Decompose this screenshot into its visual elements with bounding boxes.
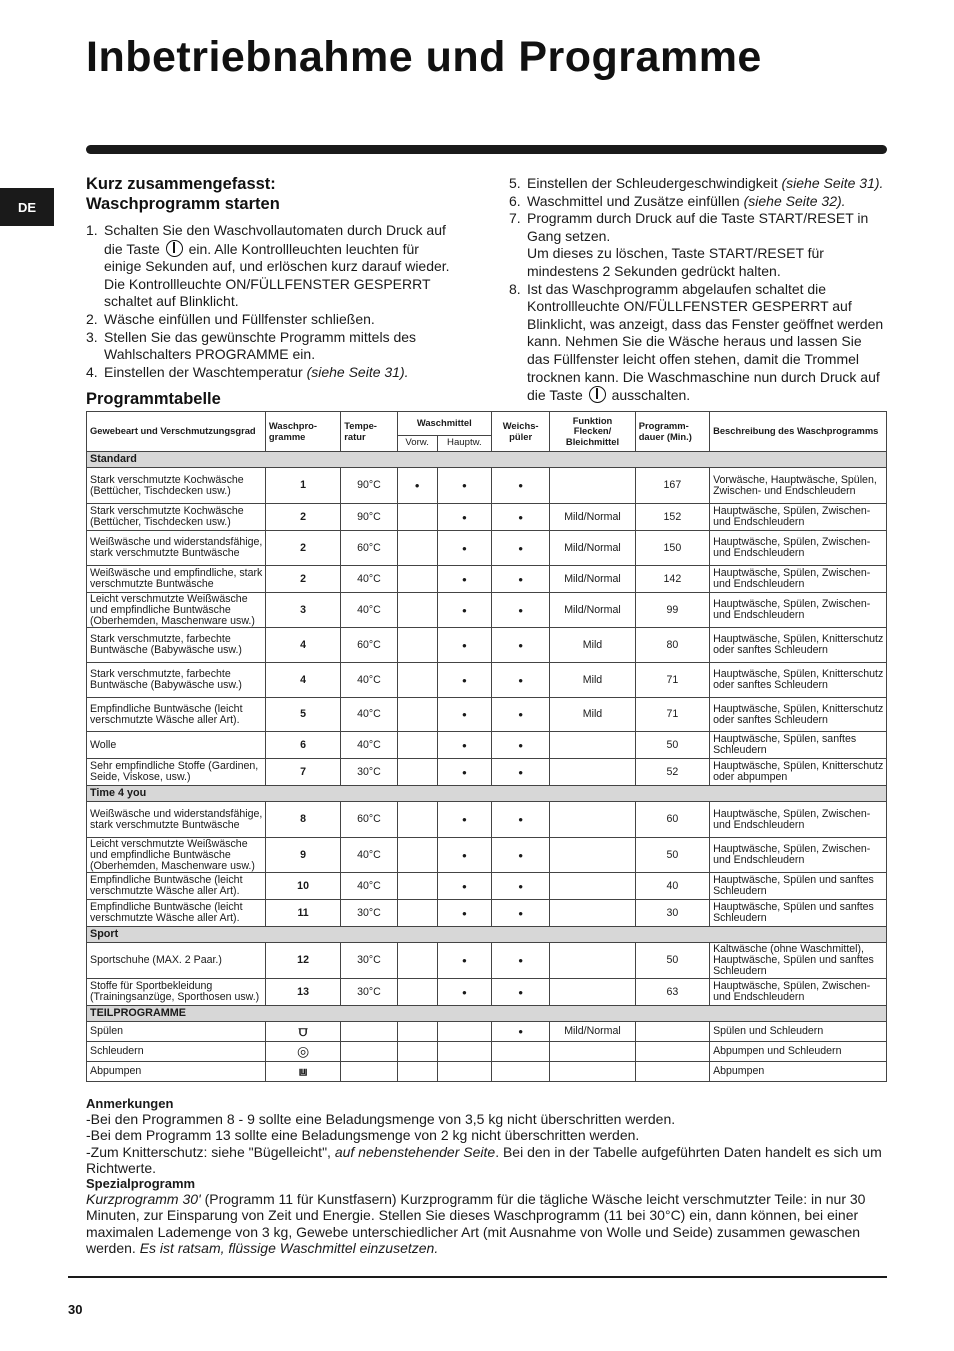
cell-type: Sportschuhe (MAX. 2 Paar.) [87,943,266,979]
power-icon [166,240,183,257]
step-number: 7. [509,210,521,227]
cell-duration: 60 [635,802,709,838]
step-number: 1. [86,222,98,238]
note-line: -Bei den Programmen 8 - 9 sollte eine Beladungsmenge von 3,5 kg nicht überschritten werden. [86,1111,676,1127]
header-detergent: Waschmittel [397,412,491,436]
cell-duration: 150 [635,531,709,566]
cell-description: Hauptwäsche, Spülen, Knitterschutz oder sanftes Schleudern [710,698,887,732]
table-row [87,1062,887,1082]
quick-start-heading-line1: Kurz zusammengefasst: [86,175,276,193]
cell-type: Empfindliche Buntwäsche (leicht verschmutzte Wäsche aller Art). [87,873,266,900]
step-text: Einstellen der Waschtemperatur [104,363,303,380]
cell-mainwash: • [437,504,491,531]
cell-duration [635,1042,709,1062]
cell-prewash [397,979,437,1006]
cell-stain: Mild/Normal [550,566,635,593]
step-text: Wäsche einfüllen und Füllfenster schließen. [104,310,375,327]
cell-temp [341,1042,397,1062]
cell-program: 13 [265,979,340,1006]
header-description: Beschreibung des Waschprogramms [710,412,887,452]
cell-temp: 60°C [341,531,397,566]
cell-program: 2 [265,504,340,531]
table-section-row [87,452,887,468]
cell-type: Weißwäsche und widerstandsfähige, stark verschmutzte Buntwäsche [87,802,266,838]
cell-softener: • [492,698,550,732]
cell-description: Spülen und Schleudern [710,1022,887,1042]
power-icon [589,386,606,403]
cell-program: 8 [265,802,340,838]
table-section-row [87,786,887,802]
page-number: 30 [68,1302,83,1317]
cell-duration: 71 [635,698,709,732]
table-row [87,1042,887,1062]
table-row [87,802,887,838]
step-number: 4. [86,363,98,380]
table-row [87,979,887,1006]
cell-type: Weißwäsche und empfindliche, stark verschmutzte Buntwäsche [87,566,266,593]
cell-program: 2 [265,566,340,593]
step-1 [86,222,458,311]
cell-prewash [397,628,437,663]
cell-prewash [397,943,437,979]
header-type: Gewebeart und Verschmutzungsgrad [87,412,266,452]
page-reference: (siehe Seite 31). [781,175,884,191]
special-program-description: (Programm 11 für Kunstfasern) Kurzprogramm für die tägliche Wäsche leicht verschmutzter Teile: in nur 30 Minuten, zur Einsparung von Zeit und Energie. Stellen Sie dieses Waschprogramm (11 bei 30°C) ein, dann können, bei einer maximalen Lademenge von 3 kg, Gewebe unterschiedlicher Art (mit Ausnahme von Wolle und Seide) zusammen gewaschen werden. [86,1191,866,1257]
cell-description: Hauptwäsche, Spülen und sanftes Schleudern [710,900,887,927]
notes-heading: Anmerkungen [86,1096,174,1111]
cell-description: Hauptwäsche, Spülen, Knitterschutz oder sanftes Schleudern [710,628,887,663]
cell-description: Hauptwäsche, Spülen, Knitterschutz oder sanftes Schleudern [710,663,887,698]
step-text: Waschmittel und Zusätze einfüllen [527,192,740,209]
step-text: ein. Alle Kontrollleuchten leuchten für einige Sekunden auf, und erlöschen kurz darauf wieder. Die Kontrollleuchte ON/FÜLLFENSTER GESPERRT schaltet auf Blinklicht. [104,240,450,310]
header-program: Waschpro- gramme [265,412,340,452]
cell-mainwash: • [437,628,491,663]
step-3 [86,329,458,364]
cell-mainwash: • [437,566,491,593]
note-line-3 [86,1144,887,1177]
cell-temp: 40°C [341,566,397,593]
cell-program: 6 [265,732,340,759]
cell-prewash [397,838,437,873]
cell-program: 7 [265,759,340,786]
section-title: TEILPROGRAMME [87,1006,887,1022]
cell-mainwash: • [437,663,491,698]
cell-prewash [397,759,437,786]
cell-prewash [397,698,437,732]
cell-program [265,1022,340,1042]
cell-program: 11 [265,900,340,927]
cell-stain: Mild [550,663,635,698]
cell-mainwash: • [437,759,491,786]
cell-mainwash: • [437,468,491,504]
cell-softener: • [492,531,550,566]
page-reference: auf nebenstehender Seite [334,1143,496,1160]
step-7 [509,210,887,280]
cell-stain [550,873,635,900]
title-divider [86,145,887,154]
section-title: Sport [87,927,887,943]
table-row [87,468,887,504]
cell-type: Schleudern [87,1042,266,1062]
section-title: Standard [87,452,887,468]
cell-program [265,1062,340,1082]
cell-temp: 30°C [341,900,397,927]
header-prewash: Vorw. [397,436,437,452]
language-tab: DE [0,188,54,226]
cell-mainwash: • [437,531,491,566]
table-row [87,838,887,873]
cell-description: Kaltwäsche (ohne Waschmittel), Hauptwäsche, Spülen und sanftes Schleudern [710,943,887,979]
cell-type: Empfindliche Buntwäsche (leicht verschmutzte Wäsche aller Art). [87,900,266,927]
cell-type: Weißwäsche und widerstandsfähige, stark verschmutzte Buntwäsche [87,531,266,566]
cell-type: Sehr empfindliche Stoffe (Gardinen, Seide, Viskose, usw.) [87,759,266,786]
cell-type: Stark verschmutzte Kochwäsche (Bettücher, Tischdecken usw.) [87,468,266,504]
cell-duration [635,1022,709,1042]
cell-stain: Mild/Normal [550,504,635,531]
cell-softener: • [492,566,550,593]
cell-description: Hauptwäsche, Spülen, Zwischen- und Endschleudern [710,531,887,566]
cell-softener: • [492,900,550,927]
cell-mainwash: • [437,838,491,873]
cell-duration: 63 [635,979,709,1006]
spin-icon: ◎ [296,1043,310,1059]
steps-list-left [86,222,458,381]
cell-description: Abpumpen und Schleudern [710,1042,887,1062]
cell-type: Stoffe für Sportbekleidung (Trainingsanzüge, Sporthosen usw.) [87,979,266,1006]
cell-softener: • [492,943,550,979]
cell-temp: 60°C [341,628,397,663]
table-row [87,759,887,786]
cell-description: Hauptwäsche, Spülen, sanftes Schleudern [710,732,887,759]
table-row [87,873,887,900]
cell-duration: 40 [635,873,709,900]
cell-stain [550,900,635,927]
cell-prewash [397,802,437,838]
cell-mainwash: • [437,943,491,979]
table-row [87,1022,887,1042]
cell-temp: 90°C [341,468,397,504]
cell-prewash [397,663,437,698]
cell-description: Hauptwäsche, Spülen, Zwischen- und Endschleudern [710,593,887,628]
cell-description: Hauptwäsche, Spülen, Zwischen- und Endschleudern [710,504,887,531]
cell-description: Hauptwäsche, Spülen, Zwischen- und Endschleudern [710,979,887,1006]
program-table [86,411,887,1082]
table-row [87,593,887,628]
cell-softener: • [492,732,550,759]
footer-divider [68,1276,887,1278]
table-row [87,732,887,759]
cell-prewash [397,504,437,531]
cell-program: 5 [265,698,340,732]
cell-duration: 167 [635,468,709,504]
step-note: Um dieses zu löschen, Taste START/RESET für mindestens 2 Sekunden gedrückt halten. [527,245,824,279]
cell-softener: • [492,663,550,698]
cell-prewash [397,566,437,593]
cell-temp [341,1062,397,1082]
step-text: Ist das Waschprogramm abgelaufen schaltet die Kontrollleuchte ON/FÜLLFENSTER GESPERRT auf Blinklicht, was anzeigt, dass das Fenster geöffnet werden kann. Nehmen Sie die Wäsche heraus und lassen Sie das Füllfenster leicht offen stehen, damit die Trommel trocknen kann. Die Waschmaschine nun durch Druck auf die Taste [527,280,884,404]
cell-type: Spülen [87,1022,266,1042]
cell-mainwash: • [437,698,491,732]
table-row [87,504,887,531]
cell-duration: 50 [635,943,709,979]
step-8 [509,281,887,405]
step-text: Programm durch Druck auf die Taste START/RESET in Gang setzen. [527,210,869,244]
table-row [87,900,887,927]
cell-description: Vorwäsche, Hauptwäsche, Spülen, Zwischen- und Endschleudern [710,468,887,504]
cell-duration: 52 [635,759,709,786]
cell-stain: Mild [550,628,635,663]
cell-mainwash: • [437,873,491,900]
cell-type: Leicht verschmutzte Weißwäsche und empfindliche Buntwäsche (Oberhemden, Maschenware usw.) [87,838,266,873]
cell-program: 2 [265,531,340,566]
cell-softener [492,1062,550,1082]
table-section-row [87,1006,887,1022]
step-2 [86,311,458,329]
cell-mainwash [437,1062,491,1082]
cell-prewash [397,1062,437,1082]
cell-description: Hauptwäsche, Spülen und sanftes Schleudern [710,873,887,900]
cell-temp: 40°C [341,698,397,732]
cell-duration: 30 [635,900,709,927]
cell-temp: 90°C [341,504,397,531]
cell-type: Stark verschmutzte Kochwäsche (Bettücher, Tischdecken usw.) [87,504,266,531]
cell-softener: • [492,593,550,628]
special-program-name: Kurzprogramm 30' [86,1191,201,1208]
cell-program: 1 [265,468,340,504]
table-row [87,628,887,663]
cell-program: 4 [265,663,340,698]
cell-duration: 99 [635,593,709,628]
table-row [87,531,887,566]
cell-mainwash: • [437,732,491,759]
header-duration: Programm- dauer (Min.) [635,412,709,452]
special-program-text [86,1191,887,1256]
step-number: 5. [509,175,521,191]
cell-description: Abpumpen [710,1062,887,1082]
cell-temp: 40°C [341,838,397,873]
step-text: ausschalten. [611,387,691,404]
cell-softener: • [492,468,550,504]
cell-softener: • [492,979,550,1006]
cell-temp: 60°C [341,802,397,838]
cell-softener [492,1042,550,1062]
cell-temp [341,1022,397,1042]
note-text: . Bei den in der Tabelle aufgeführten Daten handelt es sich um Richtwerte. [86,1143,882,1176]
cell-type: Abpumpen [87,1062,266,1082]
cell-duration: 142 [635,566,709,593]
cell-prewash [397,900,437,927]
cell-type: Leicht verschmutzte Weißwäsche und empfindliche Buntwäsche (Oberhemden, Maschenware usw.) [87,593,266,628]
cell-stain [550,802,635,838]
page-title: Inbetriebnahme und Programme [86,33,762,81]
cell-program [265,1042,340,1062]
cell-softener: • [492,838,550,873]
step-number: 3. [86,328,98,345]
special-program-tip: Es ist ratsam, flüssige Waschmittel einzusetzen. [139,1240,439,1257]
cell-stain [550,759,635,786]
cell-temp: 30°C [341,759,397,786]
cell-prewash: • [397,468,437,504]
note-line: -Bei dem Programm 13 sollte eine Beladungsmenge von 2 kg nicht überschritten werden. [86,1127,640,1144]
cell-mainwash [437,1022,491,1042]
cell-duration: 80 [635,628,709,663]
section-title: Time 4 you [87,786,887,802]
cell-softener: • [492,873,550,900]
header-softener: Weichs- püler [492,412,550,452]
cell-mainwash: • [437,979,491,1006]
cell-mainwash: • [437,593,491,628]
cell-description: Hauptwäsche, Spülen, Zwischen- und Endschleudern [710,566,887,593]
cell-program: 10 [265,873,340,900]
cell-temp: 40°C [341,593,397,628]
cell-temp: 40°C [341,873,397,900]
cell-stain [550,1042,635,1062]
cell-mainwash [437,1042,491,1062]
program-table-heading: Programmtabelle [86,390,221,408]
cell-type: Wolle [87,732,266,759]
cell-prewash [397,1022,437,1042]
header-stain: Funktion Flecken/ Bleichmittel [550,412,635,452]
cell-program: 12 [265,943,340,979]
cell-description: Hauptwäsche, Spülen, Knitterschutz oder abpumpen [710,759,887,786]
step-number: 8. [509,280,521,297]
table-section-row [87,927,887,943]
cell-temp: 40°C [341,732,397,759]
cell-mainwash: • [437,900,491,927]
step-text: Stellen Sie das gewünschte Programm mittels des Wahlschalters PROGRAMME ein. [104,328,417,363]
cell-temp: 40°C [341,663,397,698]
cell-duration: 50 [635,732,709,759]
cell-softener: • [492,1022,550,1042]
cell-stain: Mild/Normal [550,1022,635,1042]
cell-stain: Mild [550,698,635,732]
step-number: 2. [86,310,98,327]
cell-duration: 50 [635,838,709,873]
cell-stain [550,943,635,979]
special-program-heading: Spezialprogramm [86,1176,196,1192]
notes-section [86,1096,887,1256]
cell-type: Stark verschmutzte, farbechte Buntwäsche (Babywäsche usw.) [87,663,266,698]
cell-softener: • [492,628,550,663]
step-text: Einstellen der Schleudergeschwindigkeit [527,175,778,191]
cell-duration: 152 [635,504,709,531]
header-mainwash: Hauptw. [437,436,491,452]
cell-prewash [397,531,437,566]
cell-stain [550,1062,635,1082]
steps-list-right [509,175,887,405]
cell-softener: • [492,802,550,838]
cell-prewash [397,873,437,900]
step-6 [509,193,887,211]
cell-duration [635,1062,709,1082]
cell-softener: • [492,504,550,531]
cell-type: Stark verschmutzte, farbechte Buntwäsche (Babywäsche usw.) [87,628,266,663]
cell-duration: 71 [635,663,709,698]
page-reference: (siehe Seite 32). [743,192,846,209]
cell-type: Empfindliche Buntwäsche (leicht verschmutzte Wäsche aller Art). [87,698,266,732]
quick-start-heading-line2: Waschprogramm starten [86,195,280,213]
table-row [87,566,887,593]
cell-mainwash: • [437,802,491,838]
cell-temp: 30°C [341,943,397,979]
page-reference: (siehe Seite 31). [306,363,409,380]
quick-start-heading [86,174,486,214]
cell-program: 4 [265,628,340,663]
step-4 [86,364,458,382]
cell-prewash [397,732,437,759]
cell-prewash [397,1042,437,1062]
cell-program: 9 [265,838,340,873]
program-table-body [87,452,887,1082]
cell-temp: 30°C [341,979,397,1006]
cell-stain [550,732,635,759]
drain-icon: ⩏ [299,1063,308,1079]
cell-softener: • [492,759,550,786]
step-text: Schalten Sie den Waschvollautomaten durch Druck auf die Taste [104,222,446,257]
cell-stain [550,979,635,1006]
step-number: 6. [509,192,521,209]
cell-stain [550,468,635,504]
step-5 [509,175,887,193]
table-row [87,943,887,979]
header-temp: Tempe- ratur [341,412,397,452]
table-row [87,698,887,732]
table-row [87,663,887,698]
cell-description: Hauptwäsche, Spülen, Zwischen- und Endschleudern [710,802,887,838]
rinse-icon: ⩌ [298,1023,308,1039]
cell-stain: Mild/Normal [550,531,635,566]
cell-prewash [397,593,437,628]
cell-stain [550,838,635,873]
note-text: -Zum Knitterschutz: siehe "Bügelleicht", [86,1143,331,1160]
cell-stain: Mild/Normal [550,593,635,628]
cell-description: Hauptwäsche, Spülen, Zwischen- und Endschleudern [710,838,887,873]
cell-program: 3 [265,593,340,628]
